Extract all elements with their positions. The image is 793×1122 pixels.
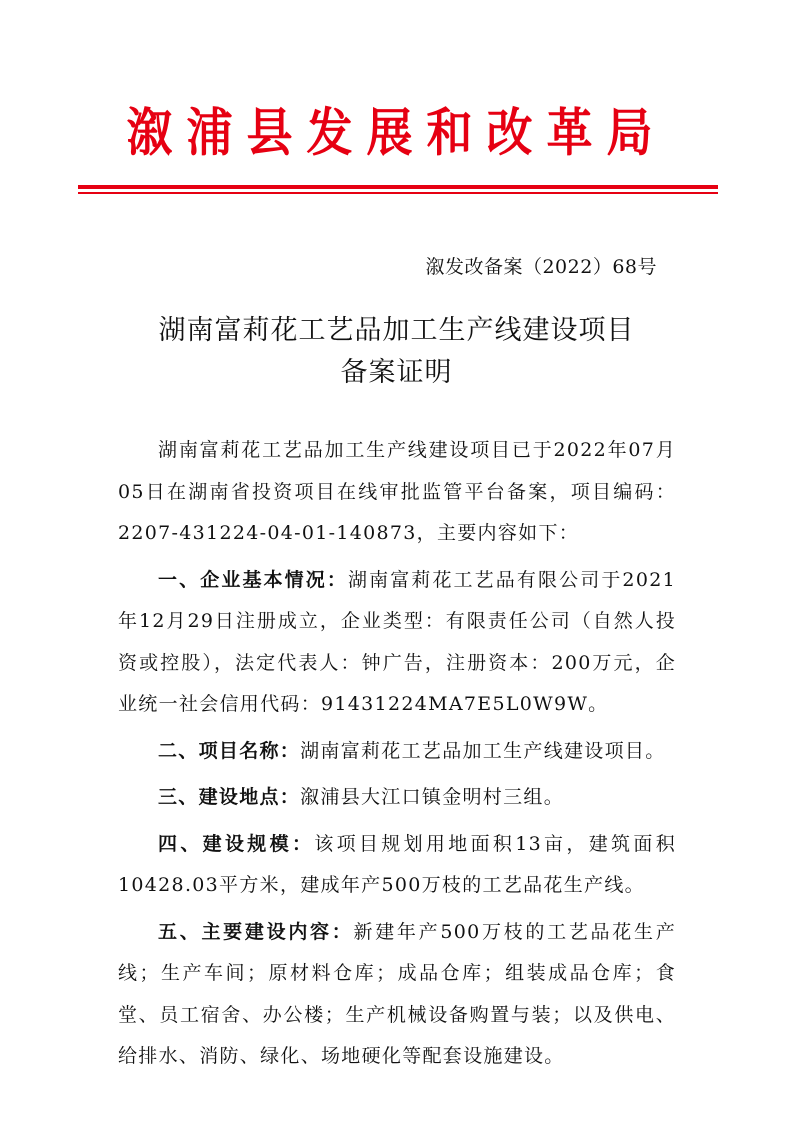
agency-header: 溆浦县发展和改革局 [126, 102, 667, 163]
document-body [118, 430, 676, 1083]
section-5-label: 五、主要建设内容： [158, 920, 354, 943]
document-title-line2: 备案证明 [340, 357, 453, 388]
section-3 [118, 777, 676, 819]
document-number: 溆发改备案（2022）68号 [425, 256, 657, 278]
section-1 [118, 560, 676, 726]
intro-paragraph: 湖南富莉花工艺品加工生产线建设项目已于2022年07月05日在湖南省投资项目在线审批监管平台备案，项目编码：2207-431224-04-01-140873，主要内容如下： [118, 439, 676, 544]
header-rule-thin [78, 192, 718, 194]
section-2-label: 二、项目名称： [158, 739, 301, 762]
section-2-text: 湖南富莉花工艺品加工生产线建设项目。 [300, 739, 666, 762]
section-3-text: 溆浦县大江口镇金明村三组。 [300, 786, 565, 808]
section-5-text: 新建年产500万枝的工艺品花生产线；生产车间；原材料仓库；成品仓库；组装成品仓库；食堂、员工宿舍、办公楼；生产机械设备购置与装；以及供电、给排水、消防、绿化、场地硬化等配套设施建设。 [118, 920, 676, 1067]
section-4-label: 四、建设规模： [158, 832, 315, 855]
section-2 [118, 731, 676, 773]
section-4 [118, 824, 676, 907]
section-4-text: 该项目规划用地面积13亩，建筑面积10428.03平方米，建成年产500万枝的工艺品花生产线。 [118, 832, 676, 896]
section-5 [118, 912, 676, 1078]
document-title-line1: 湖南富莉花工艺品加工生产线建设项目 [158, 315, 635, 346]
section-1-text: 湖南富莉花工艺品有限公司于2021年12月29日注册成立，企业类型：有限责任公司（自然人投资或控股），法定代表人：钟广告，注册资本：200万元，企业统一社会信用代码：91431224MA7E5L0W9W。 [118, 568, 676, 715]
section-1-label: 一、企业基本情况： [158, 568, 348, 591]
header-rule-thick [78, 185, 718, 189]
section-3-label: 三、建设地点： [158, 786, 301, 808]
